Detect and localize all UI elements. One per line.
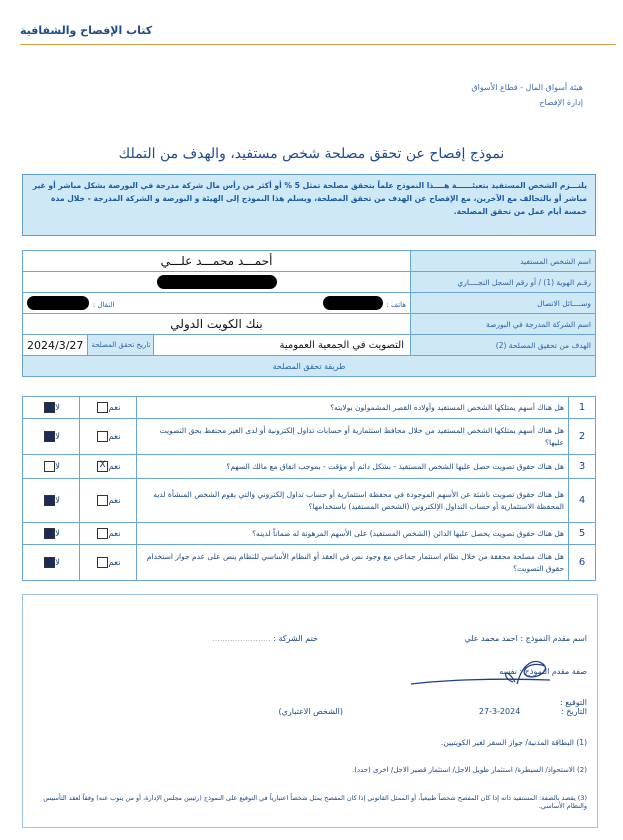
no-label: لا — [55, 462, 60, 472]
applicant-line — [464, 634, 587, 643]
yes-option[interactable] — [80, 455, 137, 479]
no-label: لا — [55, 496, 60, 506]
redaction-block — [323, 296, 383, 310]
yes-option[interactable] — [80, 479, 137, 523]
info-table — [22, 250, 596, 377]
question-text: هل هناك أسهم يمتلكها الشخص المستفيد وأولاده القصر المشمولون بولايته؟ — [137, 397, 569, 419]
question-text: هل هناك حقوق تصويت يحصل عليها الدائن (الشخص المستفيد) على الأسهم المرهونة له ضماناً لدينه؟ — [137, 523, 569, 545]
checkbox[interactable] — [97, 402, 108, 413]
signature-scribble — [405, 652, 555, 694]
no-option[interactable] — [23, 419, 80, 455]
checkbox[interactable] — [97, 431, 108, 442]
no-option[interactable] — [23, 479, 80, 523]
yes-option[interactable] — [80, 419, 137, 455]
question-number: 6 — [569, 545, 596, 581]
yes-option[interactable] — [80, 545, 137, 581]
purpose-label: الهدف من تحقيق المصلحة (2) — [411, 335, 596, 356]
no-label: لا — [55, 432, 60, 442]
checked-checkbox[interactable] — [44, 431, 55, 442]
question-row — [23, 419, 596, 455]
method-header: طريقة تحقق المصلحة — [23, 356, 596, 377]
org-line-2: إدارة الإفصاح — [539, 98, 583, 107]
org-line-1: هيئة أسواق المال - قطاع الأسواق — [471, 83, 583, 92]
checked-checkbox[interactable] — [44, 557, 55, 568]
checkbox[interactable] — [97, 528, 108, 539]
question-row — [23, 479, 596, 523]
question-row — [23, 523, 596, 545]
name-value[interactable]: أحمـــد محمـــد علـــي — [23, 251, 411, 272]
brand-title: كتاب الإفصاح والشفافية — [20, 24, 153, 37]
question-text: هل هناك حقوق تصويت ناشئة عن الأسهم الموجودة في محفظة استثمارية أو حساب تداول إلكتروني والتي يقوم الشخص المنشأة لديه المحفظة الاستثمارية أو حساب التداول الإلكتروني (الشخص المستفيد) باستخدامها؟ — [137, 479, 569, 523]
checked-checkbox[interactable] — [44, 495, 55, 506]
header-divider — [20, 44, 616, 45]
name-label: اسم الشخص المستفيد — [411, 251, 596, 272]
id-label: رقـم الهوية (1) / أو رقم السجل التجــــاري — [411, 272, 596, 293]
question-number: 4 — [569, 479, 596, 523]
signature-label: التوقيع : — [560, 698, 587, 707]
yes-label: نعم — [108, 432, 121, 442]
question-number: 5 — [569, 523, 596, 545]
question-row — [23, 397, 596, 419]
question-text: هل هناك مصلحة محققة من خلال نظام استثمار جماعي مع وجود نص في العقد أو النظام الأساسي للنظام ينص على عدم جواز استخدام حقوق التصويت؟ — [137, 545, 569, 581]
company-value[interactable]: بنك الكويت الدولي — [23, 314, 411, 335]
applicant-value[interactable]: احمد محمد علي — [464, 634, 518, 643]
yes-label: نعم — [108, 558, 121, 568]
yes-label: نعم — [108, 462, 121, 472]
redaction-block — [157, 275, 277, 289]
company-label: اسم الشركة المدرجة في البورصة — [411, 314, 596, 335]
footnote-2: (2) الاستحواذ/ السيطرة/ استثمار طويل الاجل/ استثمار قصير الاجل/ اخرى (حدد). — [351, 766, 587, 774]
purpose-row — [23, 335, 411, 356]
stamp-line: ختم الشركة : ....................... — [212, 634, 318, 643]
footer-date-value[interactable]: 2024-3-27 — [478, 707, 521, 716]
date-value[interactable]: 2024/3/27 — [27, 338, 84, 352]
checked-checkbox[interactable] — [44, 528, 55, 539]
stamp-label: ختم الشركة : — [273, 634, 318, 643]
no-label: لا — [55, 558, 60, 568]
questions-table — [22, 396, 596, 581]
question-number: 3 — [569, 455, 596, 479]
mobile-label: النقال : — [92, 300, 115, 309]
yes-label: نعم — [108, 403, 121, 413]
footnote-3: (3) يقصد بالصفة: المستفيد ذاته إذا كان المفصح شخصاً طبيعياً، أو الممثل القانوني إذا كان المفصح يمثل شخصاً اعتبارياً في التوقيع على النموذج (رئيس مجلس الإدارة، أو من ينوب عنه) وفقاً لعقد التأسيس والنظام الأساسي. — [43, 794, 587, 810]
question-row — [23, 455, 596, 479]
applicant-label: اسم مقدم النموذج : — [520, 634, 587, 643]
no-label: لا — [55, 529, 60, 539]
yes-label: نعم — [108, 529, 121, 539]
purpose-value[interactable]: التصويت في الجمعية العمومية — [279, 339, 404, 351]
capacity-value[interactable]: نفسه — [499, 667, 517, 676]
org-block — [471, 80, 583, 110]
question-text: هل هناك حقوق تصويت حصل عليها الشخص المستفيد - بشكل دائم أو مؤقت - بموجب اتفاق مع مالك السهم؟ — [137, 455, 569, 479]
capacity-label: صفة مقدم النموذج : — [519, 667, 587, 676]
yes-option[interactable] — [80, 523, 137, 545]
no-option[interactable] — [23, 397, 80, 419]
no-option[interactable] — [23, 455, 80, 479]
question-number: 2 — [569, 419, 596, 455]
no-option[interactable] — [23, 523, 80, 545]
question-number: 1 — [569, 397, 596, 419]
date-line — [479, 707, 587, 716]
question-row — [23, 545, 596, 581]
footnote-1: (1) البطاقة المدنية/ جواز السفر لغير الكويتيين. — [440, 738, 587, 747]
no-label: لا — [55, 403, 60, 413]
yes-label: نعم — [108, 496, 121, 506]
checkbox[interactable] — [97, 495, 108, 506]
date-label: تاريخ تحقق المصلحة — [87, 335, 154, 355]
id-value[interactable] — [23, 272, 411, 293]
form-title: نموذج إفصاح عن تحقق مصلحة شخص مستفيد، والهدف من التملك — [118, 146, 505, 162]
no-option[interactable] — [23, 545, 80, 581]
person-type: (الشخص الاعتباري) — [278, 707, 343, 716]
yes-option[interactable] — [80, 397, 137, 419]
checked-checkbox[interactable] — [97, 461, 108, 472]
contact-label: وســــائل الاتصال — [411, 293, 596, 314]
phone-label: هاتف : — [386, 300, 406, 309]
checked-checkbox[interactable] — [44, 402, 55, 413]
checkbox[interactable] — [44, 461, 55, 472]
footer-date-label: التاريخ : — [560, 707, 587, 716]
intro-box: يلتـــزم الشخص المستفيد بتعبئــــــة هــــذا النموذج علماً بتحقق مصلحة تمثل 5 % أو أكثر من رأس مال شركة مدرجة في البورصة بشكل مباشر أو غير مباشر أو بالتحالف مع الآخرين، مع الإفصاح عن الهدف من تحقق المصلحة، ويسلم هذا النموذج إلى الهيئة و البورصة و الشركة المدرجة - خلال مدة خمسة أيام عمل من تحقق المصلحة. — [22, 174, 596, 236]
redaction-block — [27, 296, 89, 310]
checkbox[interactable] — [97, 557, 108, 568]
contact-value[interactable] — [23, 293, 411, 314]
question-text: هل هناك أسهم يمتلكها الشخص المستفيد من خلال محافظ استثمارية أو حسابات تداول إلكترونية أو لدى الغير محتفظ بحق التصويت عليها؟ — [137, 419, 569, 455]
